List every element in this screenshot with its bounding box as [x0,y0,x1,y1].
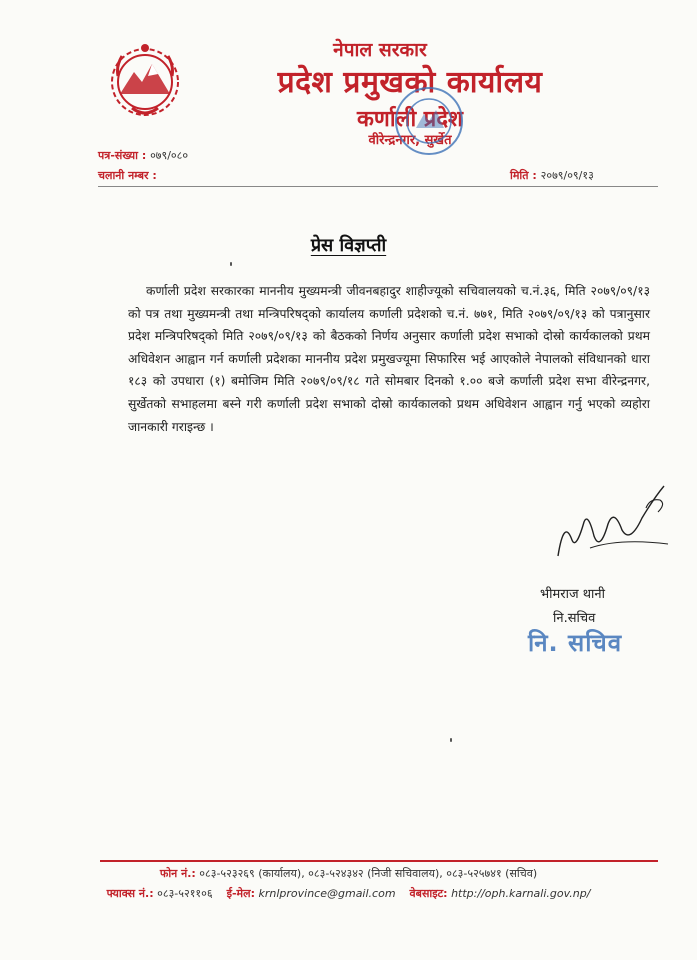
email-label: ई-मेल: [226,887,255,900]
signer-name: भीमराज थानी [540,587,605,602]
header-divider [98,186,658,187]
letter-date [510,168,594,183]
footer-contact [0,886,697,901]
website-label: वेबसाइट: [409,887,448,900]
press-release-body: कर्णाली प्रदेश सरकारका माननीय मुख्यमन्त्री जीवनबहादुर शाहीज्यूको सचिवालयको च.नं.३६, मिति २०७९/०९/१३ को पत्र तथा मुख्यमन्त्री तथा मन्त्रिपरिषद्को कार्यालय कर्णाली प्रदेशको च.नं. ७७१, मिति २०७९/०९/१३ को पत्रानुसार प्रदेश मन्त्रिपरिषद्को मिति २०७९/०९/१३ को बैठकको निर्णय अनुसार कर्णाली प्रदेश सभाको दोस्रो कार्यकालको प्रथम अधिवेशन आह्वान गर्न कर्णाली प्रदेशका माननीय प्रदेश प्रमुखज्यूमा सिफारिस भई आएकोले नेपालको संविधानको धारा १८३ को उपधारा (१) बमोजिम मिति २०७९/०९/१८ गते सोमबार दिनको १.०० बजे कर्णाली प्रदेश सभा वीरेन्द्रनगर, सुर्खेतको सभाहलमा बस्ने गरी कर्णाली प्रदेश सभाको दोस्रो कार्यकालको प्रथम अधिवेशन आह्वान गर्नु भएको व्यहोरा जानकारी गराइन्छ । [128,284,650,434]
date-label: मिति : [510,169,537,182]
handwritten-signature-icon [550,478,680,568]
province-name: कर्णाली प्रदेश [357,107,463,132]
government-name: नेपाल सरकार [333,39,427,61]
email-link[interactable]: krnlprovince@gmail.com [258,887,396,900]
letter-number [98,148,188,163]
dispatch-number-label: चलानी नम्बर : [98,169,157,182]
office-location: वीरेन्द्रनगर, सुर्खेत [368,133,452,148]
date-value: २०७९/०९/१३ [540,169,594,182]
document-title: प्रेस विज्ञप्ती [310,235,387,256]
office-stamp-icon [392,84,466,158]
letter-number-label: पत्र-संख्या : [98,149,147,162]
scan-speck [450,738,452,742]
dispatch-number [98,168,157,183]
website-link[interactable]: http://oph.karnali.gov.np/ [451,887,591,900]
footer-phone [0,866,697,881]
phone-value: ०८३-५२३२६९ (कार्यालय), ०८३-५२४३४२ (निजी सचिवालय), ०८३-५२५७४१ (सचिव) [199,867,538,880]
phone-label: फोन नं.: [159,867,196,880]
footer-divider [100,860,658,862]
signer-designation: नि.सचिव [553,611,596,626]
fax-label: फ्याक्स नं.: [106,887,154,900]
office-name: प्रदेश प्रमुखको कार्यालय [277,65,543,100]
fax-value: ०८३-५२११०६ [157,887,213,900]
nepal-emblem-icon [102,36,188,122]
letter-number-value: ०७९/०८० [150,149,189,162]
designation-seal: नि. सचिव [528,629,623,657]
scan-speck [230,262,232,266]
